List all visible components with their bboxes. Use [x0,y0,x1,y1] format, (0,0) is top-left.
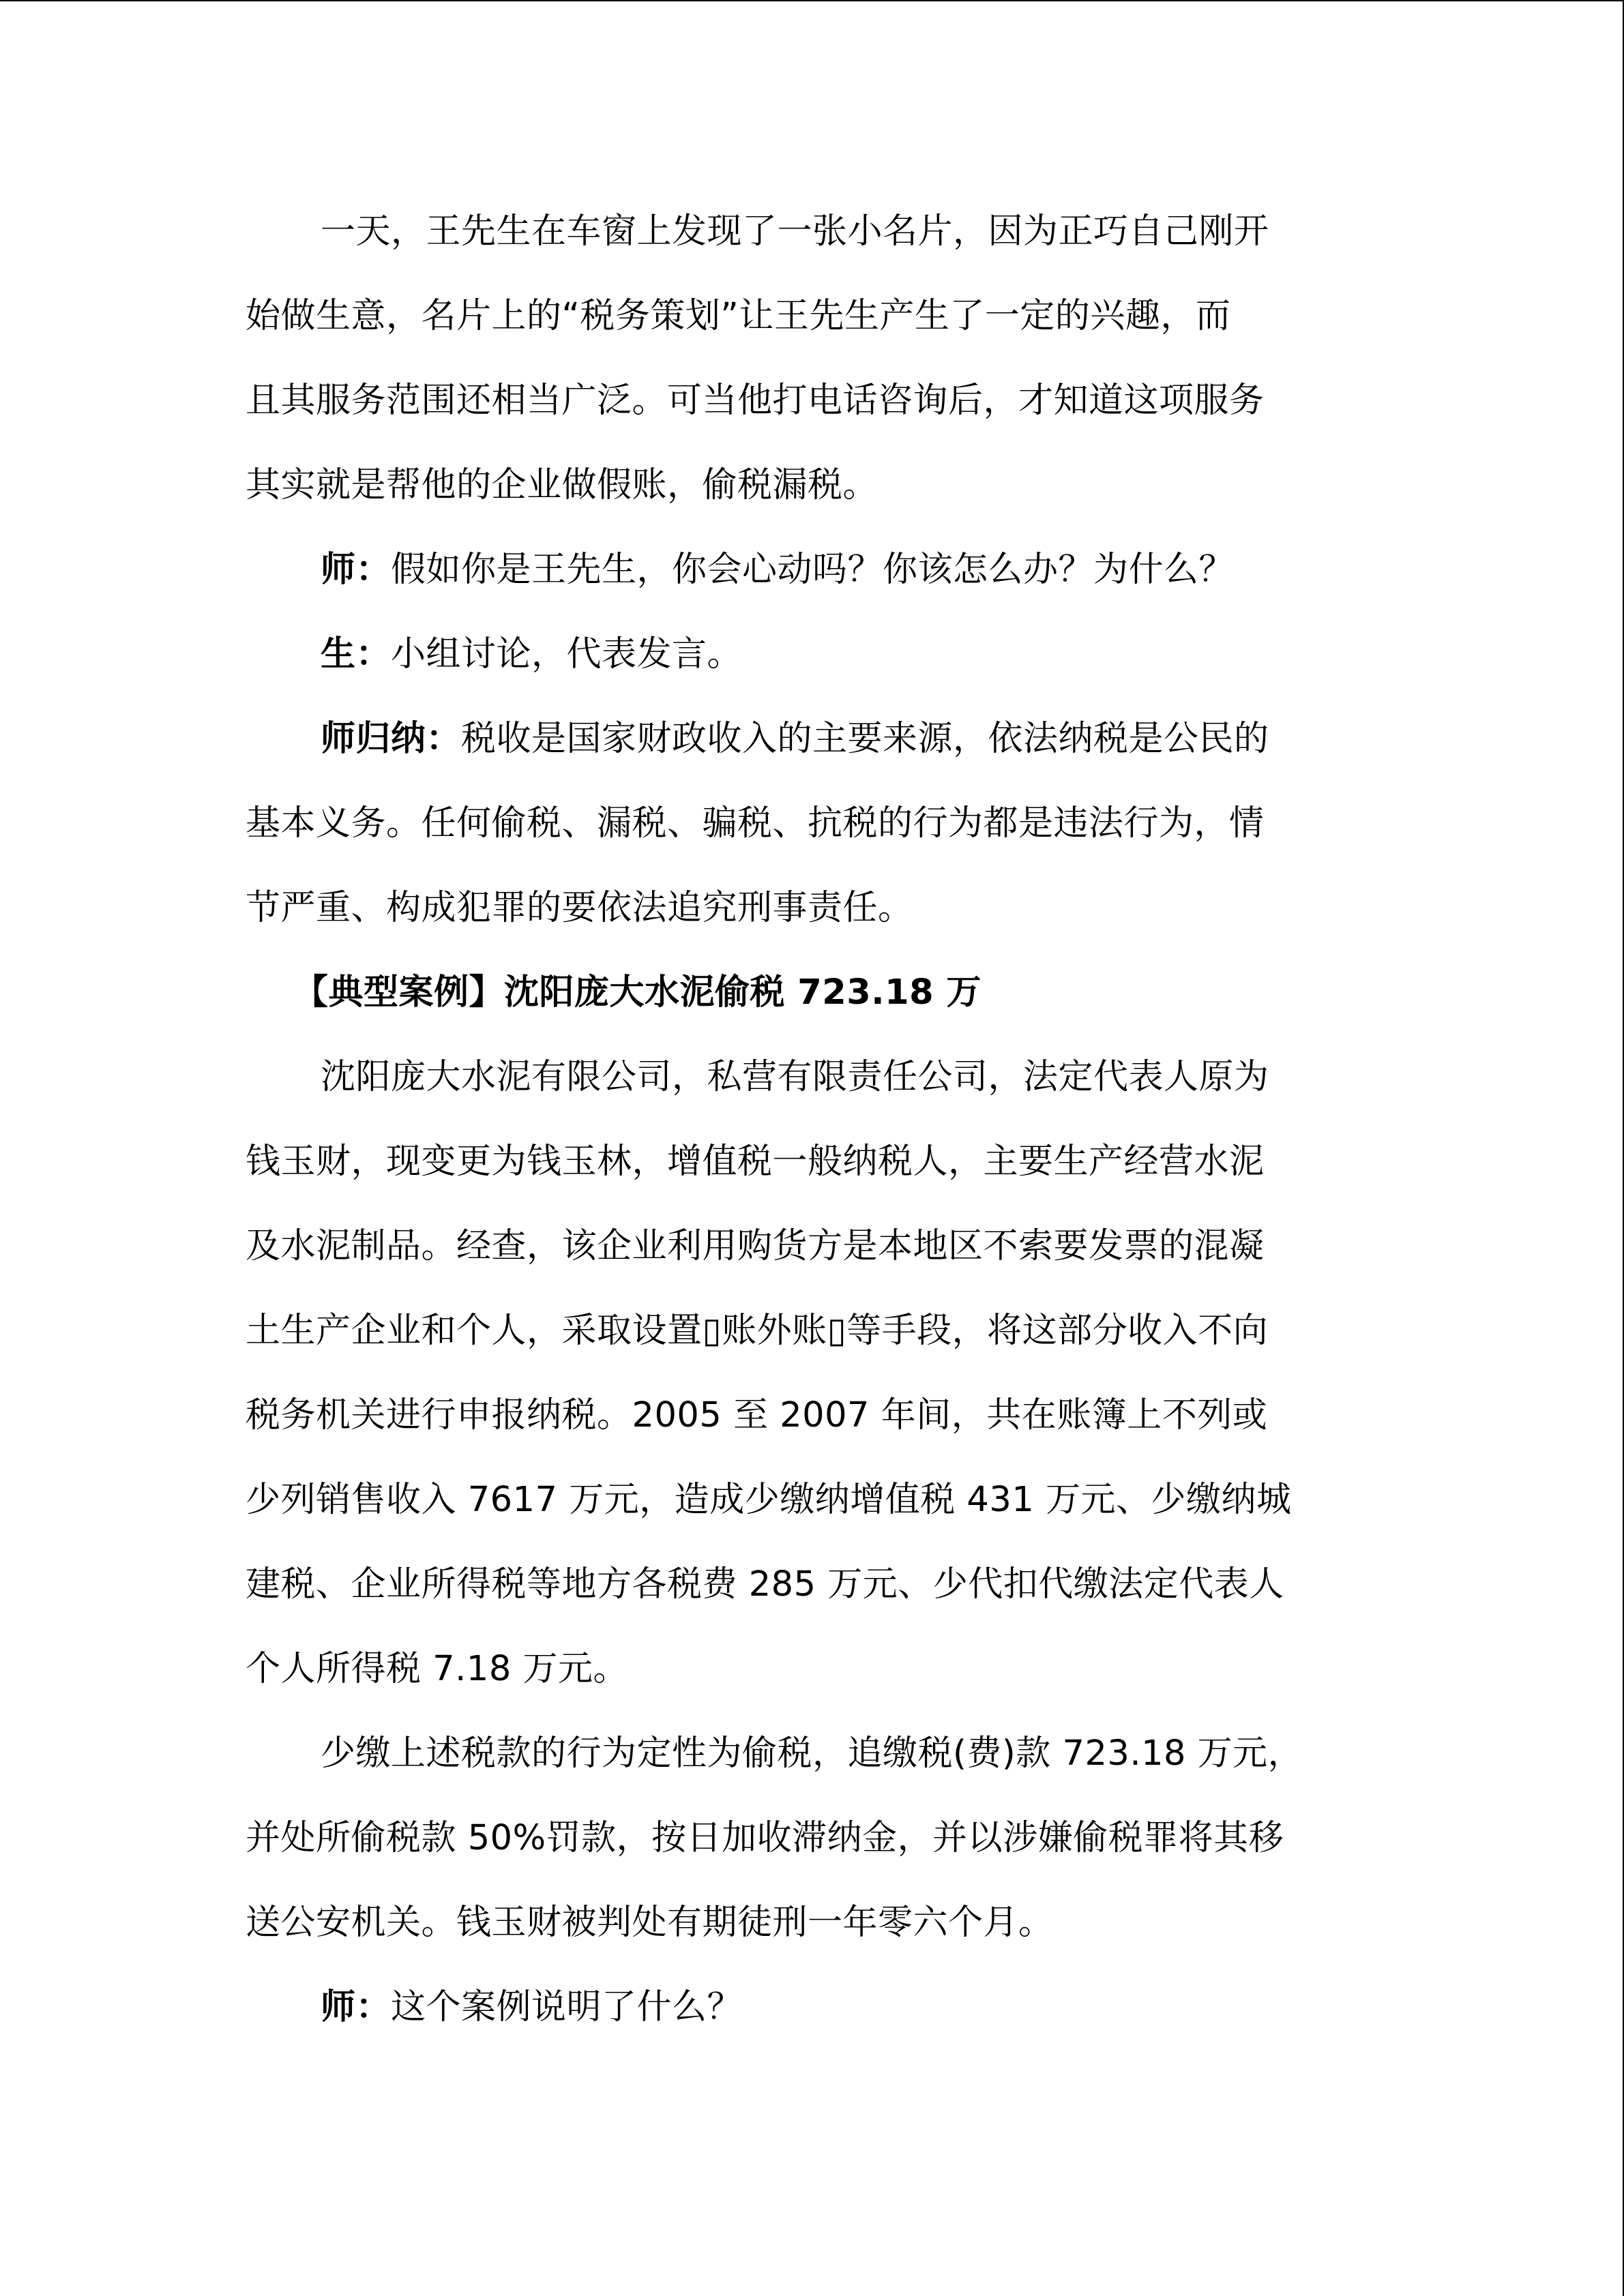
paragraph-line: 一天，王先生在车窗上发现了一张小名片，因为正巧自己刚开 [321,211,1269,252]
speaker-label: 师： [321,550,392,590]
paragraph-line: 基本义务。任何偷税、漏税、骗税、抗税的行为都是违法行为，情 [246,803,1265,844]
teacher-question [321,1980,742,2035]
paragraph-line: 钱玉财，现变更为钱玉林，增值税一般纳税人，主要生产经营水泥 [246,1142,1265,1182]
page-top-border [0,0,1624,1]
speaker-label: 师： [321,1987,392,2027]
paragraph-line: 土生产企业和个人，采取设置▯账外账▯等手段，将这部分收入不向 [246,1311,1269,1351]
paragraph-line: 个人所得税 7.18 万元。 [246,1649,628,1689]
paragraph-text: 税收是国家财政收入的主要来源，依法纳税是公民的 [461,719,1269,759]
paragraph-line: 且其服务范围还相当广泛。可当他打电话咨询后，才知道这项服务 [246,381,1265,421]
paragraph-line: 始做生意，名片上的“税务策划”让王先生产生了一定的兴趣，而 [246,296,1231,336]
student-response [321,627,742,682]
paragraph-line: 少列销售收入 7617 万元，造成少缴纳增值税 431 万元、少缴纳城 [246,1480,1292,1520]
speaker-label: 师归纳： [321,719,462,759]
paragraph-text: 假如你是王先生，你会心动吗？你该怎么办？为什么？ [391,550,1235,590]
paragraph-line: 送公安机关。钱玉财被判处有期徒刑一年零六个月。 [246,1903,1054,1943]
paragraph-line: 节严重、构成犯罪的要依法追究刑事责任。 [246,888,913,928]
case-heading: 【典型案例】沈阳庞大水泥偷税 723.18 万 [293,972,981,1013]
paragraph-text: 这个案例说明了什么？ [391,1987,743,2027]
paragraph-line: 税务机关进行申报纳税。2005 至 2007 年间，共在账簿上不列或 [246,1395,1268,1435]
paragraph-line: 其实就是帮他的企业做假账，偷税漏税。 [246,465,879,505]
paragraph-line: 沈阳庞大水泥有限公司，私营有限责任公司，法定代表人原为 [321,1057,1269,1097]
teacher-summary [321,712,1269,766]
paragraph-line: 少缴上述税款的行为定性为偷税，追缴税(费)款 723.18 万元， [321,1733,1303,1774]
paragraph-line: 建税、企业所得税等地方各税费 285 万元、少代扣代缴法定代表人 [246,1564,1284,1605]
speaker-label: 生： [321,634,392,674]
paragraph-line: 及水泥制品。经查，该企业利用购货方是本地区不索要发票的混凝 [246,1226,1265,1266]
paragraph-text: 小组讨论，代表发言。 [391,634,743,674]
teacher-question [321,543,1234,597]
paragraph-line: 并处所偷税款 50%罚款，按日加收滞纳金，并以涉嫌偷税罪将其移 [246,1818,1284,1858]
